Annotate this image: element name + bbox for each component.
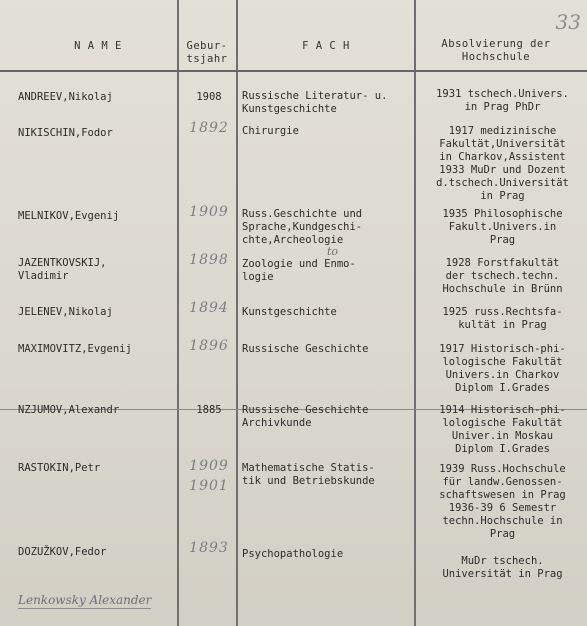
row-2-year: 1892 [189, 120, 229, 136]
row-9-abs: MuDr tschech. Universität in Prag [442, 555, 563, 580]
row-1-abs: 1931 tschech.Univers. in Prag PhDr [436, 88, 569, 113]
row-5-name: JELENEV,Nikolaj [18, 306, 113, 318]
row-7-name: NZJUMOV,Alexandr [18, 404, 120, 416]
row-6-year: 1896 [189, 338, 229, 354]
row-1-fach: Russische Literatur- u. Kunstgeschichte [242, 90, 388, 115]
row-6-fach: Russische Geschichte [242, 343, 369, 355]
column-divider-3 [414, 0, 416, 626]
row-1-name: ANDREEV,Nikolaj [18, 91, 113, 103]
row-2-abs: 1917 medizinische Fakultät,Universität in Charkov,Assistent 1933 MuDr und Dozent d.tschech.Universität in Prag [436, 125, 569, 202]
row-7-year: 1885 [196, 404, 222, 416]
header-year [178, 40, 236, 66]
row-5-fach: Kunstgeschichte [242, 306, 337, 318]
row-4-abs: 1928 Forstfakultät der tschech.techn. Hochschule in Brünn [442, 257, 563, 295]
row-5-year: 1894 [189, 300, 229, 316]
header-fach: F A C H [302, 40, 350, 52]
row-9-name: DOZUŽKOV,Fedor [18, 546, 107, 558]
header-underline [0, 70, 587, 72]
row-3-fach: Russ.Geschichte und Sprache,Kundgeschi- chte,Archeologie [242, 208, 363, 246]
row-7-fach: Russische Geschichte Archivkunde [242, 404, 369, 429]
row-2-fach: Chirurgie [242, 125, 299, 137]
header-abs [416, 38, 576, 64]
row-8-year: 1909 1901 [189, 458, 229, 494]
row-5-abs: 1925 russ.Rechtsfa- kultät in Prag [442, 306, 563, 331]
header-name: N A M E [74, 40, 122, 52]
handwritten-signature: Lenkowsky Alexander [18, 593, 152, 607]
handwritten-correction: to [327, 245, 339, 258]
row-1-year: 1908 [196, 91, 222, 103]
row-3-abs: 1935 Philosophische Fakult.Univers.in Prag [442, 208, 563, 246]
header-abs-line1: Absolvierung der [441, 38, 551, 50]
row-6-name: MAXIMOVITZ,Evgenij [18, 343, 132, 355]
header-abs-line2: Hochschule [461, 51, 531, 63]
row-3-year: 1909 [189, 204, 229, 220]
row-2-name: NIKISCHIN,Fodor [18, 127, 113, 139]
row-4-fach: Zoologie und Enmo- logie [242, 258, 356, 283]
row-9-fach: Psychopathologie [242, 548, 344, 560]
row-6-abs: 1917 Historisch-phi- lologische Fakultät Univers.in Charkov Diplom I.Grades [439, 343, 566, 394]
page-number: 33 [555, 10, 581, 34]
row-7-abs: 1914 Historisch-phi- lologische Fakultät Univer.in Moskau Diplom I.Grades [439, 404, 566, 455]
row-8-name: RASTOKIN,Petr [18, 462, 101, 474]
header-year-line1: Gebur- [186, 40, 228, 52]
row-8-abs: 1939 Russ.Hochschule für landw.Genossen- schaftswesen in Prag 1936-39 6 Semestr techn.Hochschule in Prag [439, 463, 566, 540]
row-3-name: MELNIKOV,Evgenij [18, 210, 120, 222]
row-8-fach: Mathematische Statis- tik und Betriebskunde [242, 462, 375, 487]
header-year-line2: tsjahr [186, 53, 228, 65]
row-4-name: JAZENTKOVSKIJ, Vladimir [18, 257, 107, 282]
row-4-year: 1898 [189, 252, 229, 268]
row-9-year: 1893 [189, 540, 229, 556]
